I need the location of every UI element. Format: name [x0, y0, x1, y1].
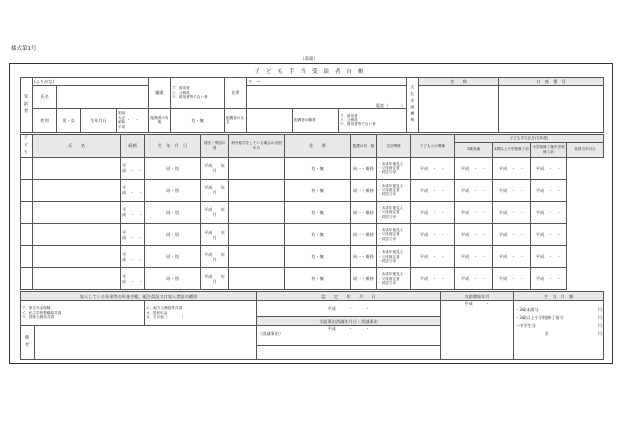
cohabit-field[interactable]: 同・別	[145, 246, 201, 268]
recipient-furigana-label: (ふりがな)	[33, 78, 149, 86]
child-address-field[interactable]	[229, 157, 285, 179]
custody-field[interactable]: 有・無	[285, 201, 351, 223]
child-address-field[interactable]	[229, 201, 285, 223]
over3-date-field[interactable]: 平成 ・ ・	[455, 157, 493, 179]
bank-name-header: 名 称	[419, 78, 499, 86]
yen-unit: 円	[597, 331, 603, 336]
birthdate-dots: ・ ・	[126, 117, 140, 123]
under3-date-field[interactable]: 平成 ・ ・	[411, 201, 455, 223]
overseas-field[interactable]: 平成 年 月	[201, 201, 229, 223]
middle-date-field[interactable]: 平成 ・ ・	[493, 201, 531, 223]
child-relation-type-field[interactable]: ・未成年後見人 ・父母指定者 ・同居父母	[377, 246, 411, 268]
payment-start-field[interactable]: 平成 ・	[441, 301, 514, 360]
era-options: 明治 大正 昭和 平成	[118, 111, 126, 129]
child-row	[21, 224, 604, 246]
spouse-occupation-options[interactable]: ア、被用者 イ、公務員 ウ、被用者等でない者	[339, 108, 407, 132]
reason-note: （消滅事由）	[258, 331, 284, 336]
child-birth-field[interactable]: 平成 ・ ・	[121, 179, 145, 201]
recipient-table	[20, 77, 604, 133]
over3-date-field[interactable]: 平成 ・ ・	[455, 179, 493, 201]
child-name-field[interactable]	[21, 246, 33, 268]
pension-options-right[interactable]: エ、地方公務員等共済 オ、国民年金 カ、その他（ ）	[145, 301, 257, 326]
monthly-amount-cell[interactable]	[514, 301, 604, 360]
custody-field[interactable]: 有・無	[285, 157, 351, 179]
child-relation-header: 続柄	[121, 135, 145, 158]
under3-header: 3歳未満	[455, 142, 493, 157]
monthly-amount-row	[515, 307, 602, 315]
custody-field[interactable]: 有・無	[285, 246, 351, 268]
middle-date-field[interactable]: 平成 ・ ・	[493, 268, 531, 290]
custody-field[interactable]: 有・無	[285, 179, 351, 201]
children-table	[20, 134, 604, 290]
cohabit-field[interactable]: 同・別	[145, 224, 201, 246]
yen-unit: 円	[597, 307, 603, 312]
monthly-amount-row	[515, 315, 602, 323]
child-row	[21, 157, 604, 179]
child-relation-field[interactable]	[33, 224, 121, 246]
bank-label: 支払金融機関	[407, 78, 419, 133]
child-name-field[interactable]	[21, 224, 33, 246]
middle-date-field[interactable]: 平成 ・ ・	[493, 224, 531, 246]
child-birth-field[interactable]: 平成 ・ ・	[121, 268, 145, 290]
spouse-label: 配偶者の有無	[149, 108, 171, 132]
livelihood-field[interactable]: 同一・維持	[351, 157, 377, 179]
livelihood-field[interactable]: 同一・維持	[351, 179, 377, 201]
not-applicable-date-field[interactable]: 平成 ・ ・	[531, 157, 567, 179]
livelihood-field[interactable]: 同一・維持	[351, 268, 377, 290]
livelihood-field[interactable]: 同一・維持	[351, 201, 377, 223]
livelihood-field[interactable]: 同一・維持	[351, 224, 377, 246]
child-name-field[interactable]	[21, 157, 33, 179]
recipient-name-field[interactable]	[57, 86, 149, 108]
overseas-field[interactable]: 平成 年 月	[201, 179, 229, 201]
cohabit-field[interactable]: 同・別	[145, 157, 201, 179]
certification-date-header: 認 定 年 月 日	[257, 292, 441, 301]
child-relation-field[interactable]	[33, 268, 121, 290]
monthly-amount-header: 手 当 月 額	[514, 292, 604, 301]
monthly-amount-label: ・3歳以上小学校修了前分	[515, 315, 564, 320]
child-address-field[interactable]	[229, 268, 285, 290]
over3-date-field[interactable]: 平成 ・ ・	[455, 224, 493, 246]
gender-label: 性別	[33, 108, 57, 132]
child-address-field[interactable]	[229, 224, 285, 246]
not-applicable-date-field[interactable]: 平成 ・ ・	[531, 224, 567, 246]
occupation-options[interactable]: ア、被用者 イ、公務員 ウ、被用者等でない者	[171, 78, 225, 109]
bank-account-header: 口 座 番 号	[499, 78, 604, 86]
spouse-name-label: 配偶者の氏名	[225, 108, 247, 132]
monthly-amount-row	[515, 331, 602, 339]
child-birth-field[interactable]: 平成 ・ ・	[121, 224, 145, 246]
child-relation-type-field[interactable]: ・未成年後見人 ・父母指定者 ・同居父母	[377, 179, 411, 201]
bottom-table	[20, 291, 604, 360]
name-label: 氏名	[33, 86, 57, 108]
not-applicable-header: 非該当年月日	[567, 142, 604, 157]
children-section-label: 子ども	[21, 135, 33, 158]
child-relation-field[interactable]	[33, 246, 121, 268]
child-relation-type-header: 子どもとの関係	[411, 135, 455, 158]
child-address-field[interactable]	[229, 179, 285, 201]
child-relation-field[interactable]	[33, 179, 121, 201]
cohabit-field[interactable]: 同・別	[145, 179, 201, 201]
child-row	[21, 268, 604, 290]
phone-field[interactable]: 電話（ ）	[247, 86, 407, 108]
reason-date: 平成 ・ ・	[327, 326, 370, 331]
not-applicable-date-field[interactable]: 平成 ・ ・	[531, 201, 567, 223]
yen-unit: 円	[597, 315, 603, 320]
child-name-field[interactable]	[21, 268, 33, 290]
reason-header: 支給事由消滅年月日・消滅事由	[257, 317, 441, 326]
child-address-field[interactable]	[229, 246, 285, 268]
gender-field[interactable]: 男・女	[57, 108, 81, 132]
yen-unit: 円	[597, 323, 603, 328]
child-row	[21, 201, 604, 223]
under3-date-field[interactable]: 平成 ・ ・	[411, 157, 455, 179]
form-number: 様式第1号	[11, 46, 37, 52]
cohabit-field[interactable]: 同・別	[145, 201, 201, 223]
child-name-field[interactable]	[21, 179, 33, 201]
monthly-amount-label: ・中学生分	[515, 323, 536, 328]
child-relation-type-field[interactable]: ・未成年後見人 ・父母指定者 ・同居父母	[377, 268, 411, 290]
child-name-header: 氏 名	[33, 135, 121, 158]
middle-date-field[interactable]: 平成 ・ ・	[493, 246, 531, 268]
child-relation-field[interactable]	[33, 201, 121, 223]
allowance-group-header: 子ども手当区分(当年度)	[455, 135, 604, 143]
child-relation-type-field[interactable]: ・未成年後見人 ・父母指定者 ・同居父母	[377, 201, 411, 223]
monthly-amount-label: 計	[545, 331, 550, 336]
remarks-field[interactable]	[35, 326, 257, 360]
certification-date-field[interactable]: 平成 ・ ・	[257, 301, 441, 317]
over3-date-field[interactable]: 平成 ・ ・	[455, 268, 493, 290]
occupation-label: 職業	[149, 78, 171, 109]
not-applicable-date-field[interactable]: 平成 ・ ・	[531, 246, 567, 268]
child-birth-field[interactable]: 平成 ・ ・	[121, 246, 145, 268]
overseas-header: 海外留学をしている場合の出国年月	[229, 135, 285, 158]
under3-date-field[interactable]: 平成 ・ ・	[411, 268, 455, 290]
overseas-field[interactable]: 平成 年 月	[201, 246, 229, 268]
cohabit-field[interactable]: 同・別	[145, 268, 201, 290]
over3-date-field[interactable]: 平成 ・ ・	[455, 201, 493, 223]
overseas-field[interactable]: 平成 年 月	[201, 157, 229, 179]
spouse-name-field[interactable]	[247, 108, 293, 132]
middle-date-field[interactable]: 平成 ・ ・	[493, 157, 531, 179]
spouse-field[interactable]: 有・無	[171, 108, 225, 132]
face-label: （表面）	[300, 57, 318, 62]
reason-extra-field[interactable]	[257, 346, 441, 360]
form-frame	[9, 63, 613, 364]
pension-options-left[interactable]: ア、厚生年金保険 イ、私立学校教職員共済 ウ、国家公務員共済	[21, 301, 145, 326]
birthdate-field[interactable]	[117, 108, 149, 132]
child-address-header: 住 所	[285, 135, 351, 158]
monthly-amount-row	[515, 323, 602, 331]
child-row	[21, 246, 604, 268]
cohabit-header: 同居・別居の別	[201, 135, 229, 158]
under3-date-field[interactable]: 平成 ・ ・	[411, 224, 455, 246]
livelihood-field[interactable]: 同一・維持	[351, 246, 377, 268]
under3-date-field[interactable]: 平成 ・ ・	[411, 246, 455, 268]
remarks-label: 備考	[21, 326, 35, 360]
postal-code-field[interactable]: 〒 —	[247, 78, 407, 86]
child-name-field[interactable]	[21, 201, 33, 223]
form-title: 子ども手当受給者台帳	[254, 69, 370, 75]
child-birth-header: 生 年 月 日	[145, 135, 201, 158]
bank-name-field[interactable]	[419, 86, 499, 133]
not-applicable-date-field[interactable]: 平成 ・ ・	[531, 268, 567, 290]
overseas-field[interactable]: 平成 年 月	[201, 268, 229, 290]
bank-account-field[interactable]	[499, 86, 604, 133]
reason-field[interactable]	[257, 326, 441, 346]
under3-date-field[interactable]: 平成 ・ ・	[411, 179, 455, 201]
child-row	[21, 179, 604, 201]
not-applicable-date-field[interactable]: 平成 ・ ・	[531, 179, 567, 201]
payment-start-header: 支給開始年月	[441, 292, 514, 301]
monthly-amount-list	[515, 307, 602, 339]
recipient-section-label: 受給者	[21, 78, 33, 133]
custody-field[interactable]: 有・無	[285, 224, 351, 246]
custody-header: 監護の有 無	[351, 135, 377, 158]
over3-date-field[interactable]: 平成 ・ ・	[455, 246, 493, 268]
pension-header: 加入している年金等の年金手帳、組合員証又は加入者証の種別	[21, 292, 257, 301]
overseas-field[interactable]: 平成 年 月	[201, 224, 229, 246]
middle-date-field[interactable]: 平成 ・ ・	[493, 179, 531, 201]
child-birth-field[interactable]: 平成 ・ ・	[121, 157, 145, 179]
livelihood-header: 生計関係	[377, 135, 411, 158]
child-relation-type-field[interactable]: ・未成年後見人 ・父母指定者 ・同居父母	[377, 157, 411, 179]
middle-header: 小学校修了後中学校修了前	[531, 142, 567, 157]
over3-header: 3歳以上小学校修了前	[493, 142, 531, 157]
child-birth-field[interactable]: 平成 ・ ・	[121, 201, 145, 223]
address-label: 住所	[225, 78, 247, 109]
birthdate-label: 生年月日	[81, 108, 117, 132]
custody-field[interactable]: 有・無	[285, 268, 351, 290]
child-relation-field[interactable]	[33, 157, 121, 179]
spouse-occupation-label: 配偶者の職業	[293, 108, 339, 132]
monthly-amount-label: ・3歳未満分	[515, 307, 539, 312]
child-relation-type-field[interactable]: ・未成年後見人 ・父母指定者 ・同居父母	[377, 224, 411, 246]
